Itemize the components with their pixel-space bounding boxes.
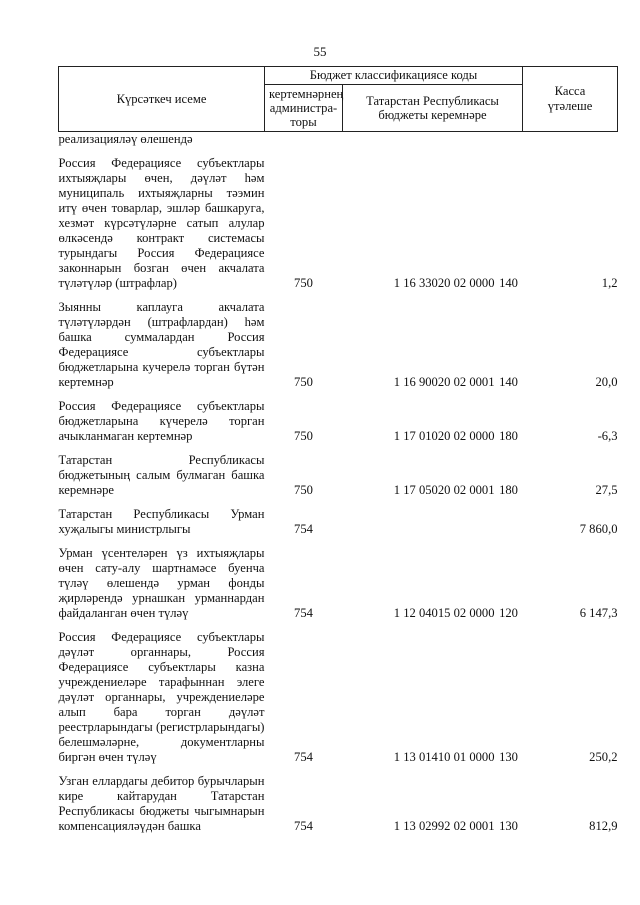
row-cash: 27,5 bbox=[595, 483, 618, 497]
table-row bbox=[59, 765, 618, 834]
table-row bbox=[59, 147, 618, 291]
row-name: реализацияләү өлешендә bbox=[58, 132, 193, 146]
row-name: Урман үсентеләрен үз ихтыяҗлары өчен сату-алу шартнамәсе буенча түләү өлешендә урман фонды җирләрендә урнашкан урманнардан файдаланган өчен түләү bbox=[58, 546, 265, 620]
table-row bbox=[59, 537, 618, 621]
table-row bbox=[59, 390, 618, 444]
row-administrator: 750 bbox=[294, 429, 313, 443]
row-name: Татарстан Республикасы бюджетының салым булмаган башка керемнәре bbox=[58, 453, 265, 497]
row-cash: 7 860,0 bbox=[579, 522, 618, 536]
row-revenue-code bbox=[343, 498, 495, 537]
row-administrator: 750 bbox=[294, 483, 313, 497]
header-cash-label: Касса үтәлеше bbox=[547, 84, 593, 113]
row-name: Зыянны каплауга акчалата түләтүләрдән (штрафлардан) һәм башка суммалардан Россия Федерациясе субъектлары бюджетларына кучерелә торган бүтән кертемнәр bbox=[58, 300, 265, 389]
table-row bbox=[59, 498, 618, 537]
row-name: Россия Федерациясе субъектлары дәүләт органнары, Россия Федерациясе субъектлары казна учреждениеләре тарафыннан элеге дәүләт органнары, учреждениеләре алып бара торган дәүләт реестрларындагы (регистрларындагы) белешмәләрне, документларны биргән өчен түләү bbox=[58, 630, 265, 764]
row-administrator: 754 bbox=[294, 819, 313, 833]
row-revenue-code: 1 12 04015 02 0000 bbox=[393, 606, 495, 620]
header-revenue bbox=[343, 85, 523, 132]
row-revenue-code: 1 16 33020 02 0000 bbox=[393, 276, 495, 290]
row-administrator: 754 bbox=[294, 606, 313, 620]
table-row bbox=[59, 444, 618, 498]
row-subcode: 140 bbox=[499, 276, 518, 290]
row-name: Россия Федерациясе субъектлары ихтыяҗлары өчен, дәүләт һәм муниципаль ихтыяҗларны тәэмин итү өчен товарлар, эшләр башкаруга, хезмәт күрсәтүләрне сатып алулар өлкәсендә контракт системасы турындагы Россия Федерациясе законнарын бозган өчен акчалата түләтүләр (штрафлар) bbox=[58, 156, 265, 290]
row-subcode: 180 bbox=[499, 483, 518, 497]
row-subcode: 180 bbox=[499, 429, 518, 443]
row-administrator: 754 bbox=[294, 522, 313, 536]
row-subcode: 130 bbox=[499, 750, 518, 764]
row-revenue-code: 1 16 90020 02 0001 bbox=[393, 375, 495, 389]
table-body bbox=[59, 132, 618, 835]
row-subcode: 130 bbox=[499, 819, 518, 833]
row-cash bbox=[523, 132, 618, 148]
row-revenue-code: 1 17 05020 02 0001 bbox=[393, 483, 495, 497]
row-cash: 250,2 bbox=[589, 750, 618, 764]
row-name: Татарстан Республикасы Урман хуҗалыгы министрлыгы bbox=[58, 507, 265, 536]
header-administrator bbox=[265, 85, 343, 132]
row-cash: 20,0 bbox=[595, 375, 618, 389]
row-administrator: 750 bbox=[294, 276, 313, 290]
row-cash: 6 147,3 bbox=[579, 606, 618, 620]
row-subcode bbox=[495, 132, 523, 148]
row-revenue-code: 1 13 01410 01 0000 bbox=[393, 750, 495, 764]
header-budget-classification: Бюджет классификациясе коды bbox=[265, 67, 523, 85]
header-revenue-label: Татарстан Республикасы бюджеты керемнәре bbox=[366, 94, 499, 122]
budget-table bbox=[58, 66, 618, 834]
row-cash: 812,9 bbox=[589, 819, 618, 833]
row-administrator: 754 bbox=[294, 750, 313, 764]
table-row bbox=[59, 291, 618, 390]
row-revenue-code: 1 17 01020 02 0000 bbox=[393, 429, 495, 443]
row-subcode bbox=[495, 498, 523, 537]
row-name: Россия Федерациясе субъектлары бюджетларына күчерелә торган ачыкланмаган кертемнәр bbox=[58, 399, 265, 443]
row-subcode: 120 bbox=[499, 606, 518, 620]
table-row bbox=[59, 621, 618, 765]
row-subcode: 140 bbox=[499, 375, 518, 389]
row-revenue-code bbox=[343, 132, 495, 148]
row-cash: -6,3 bbox=[597, 429, 618, 443]
row-revenue-code: 1 13 02992 02 0001 bbox=[393, 819, 495, 833]
page-number: 55 bbox=[313, 44, 327, 59]
row-administrator bbox=[265, 132, 343, 148]
row-administrator: 750 bbox=[294, 375, 313, 389]
row-name: Узган еллардагы дебитор бурычларын кире кайтарудан Татарстан Республикасы бюджеты чыгымнарын компенсацияләүдән башка bbox=[58, 774, 265, 833]
header-indicator: Күрсәткеч исеме bbox=[59, 67, 265, 132]
header-administrator-label: кертемнәрнең администра-торы bbox=[269, 87, 344, 129]
table-row bbox=[59, 132, 618, 148]
row-cash: 1,2 bbox=[601, 276, 618, 290]
header-cash bbox=[523, 67, 618, 132]
